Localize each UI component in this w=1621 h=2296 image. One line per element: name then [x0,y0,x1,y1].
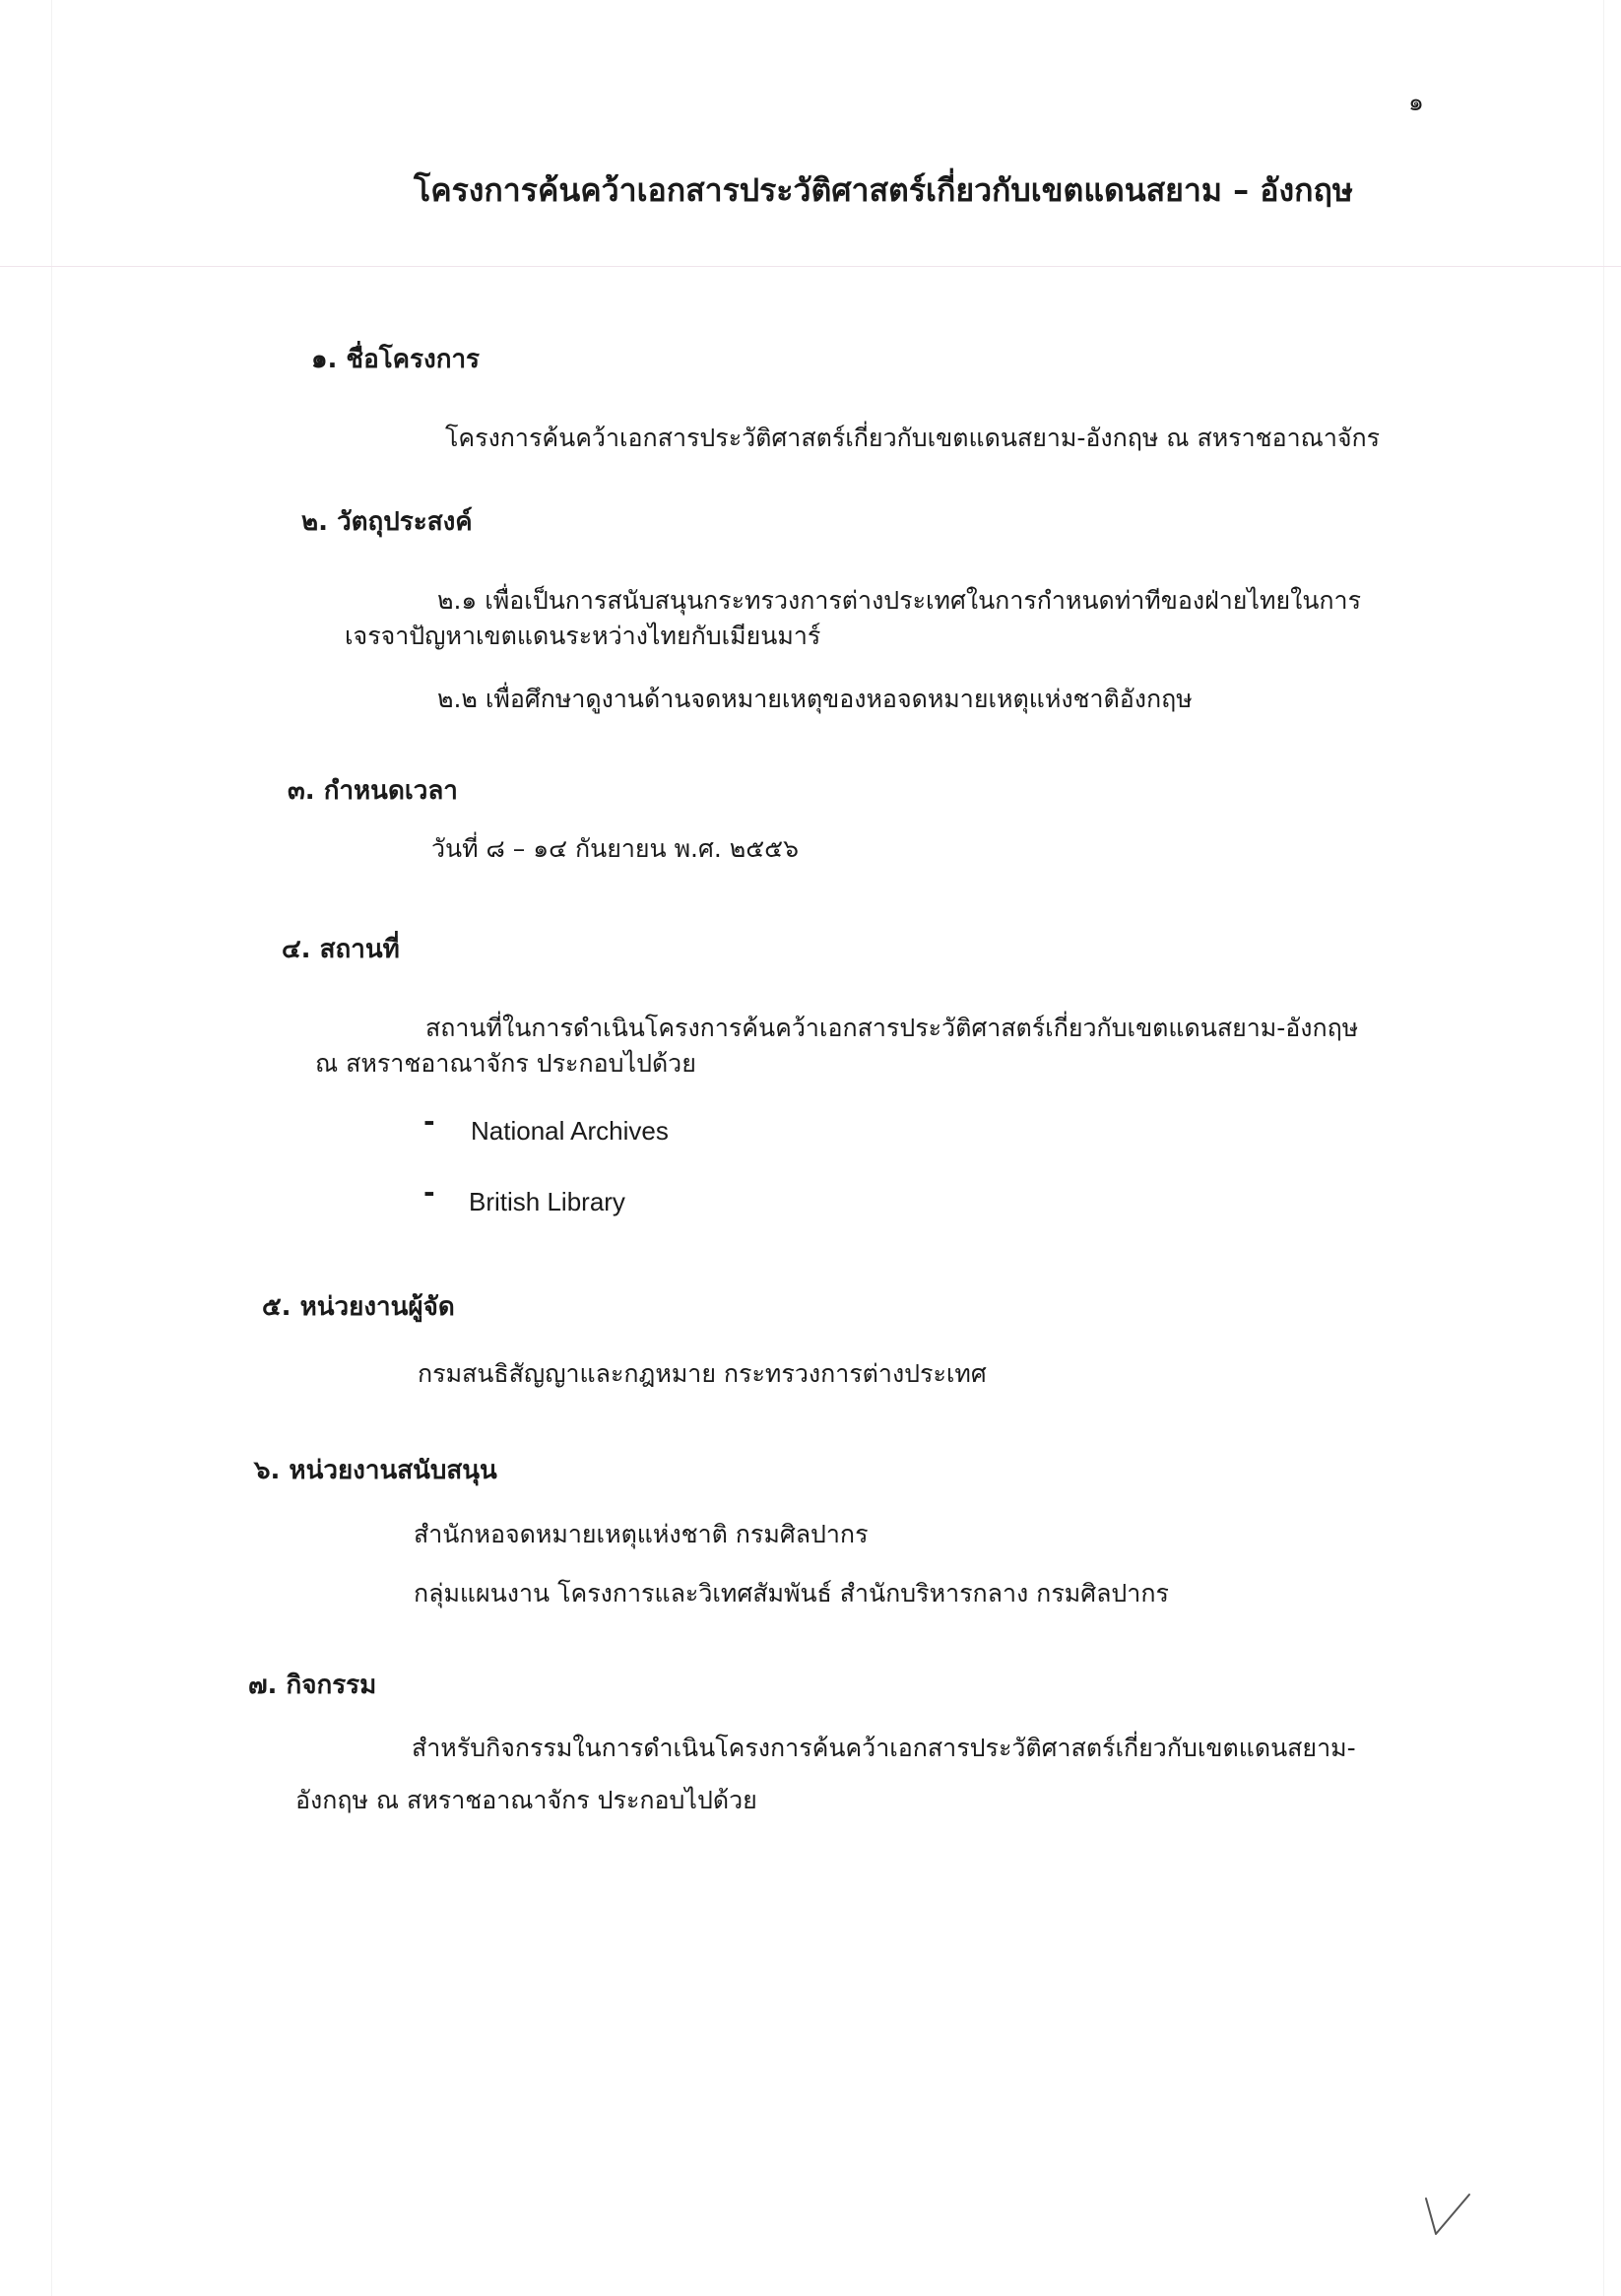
section-6-line-1: สำนักหอจดหมายเหตุแห่งชาติ กรมศิลปากร [414,1520,869,1548]
section-3-line-1: วันที่ ๘ – ๑๔ กันยายน พ.ศ. ๒๕๕๖ [431,834,799,863]
section-7-line-1: สำหรับกิจกรรมในการดำเนินโครงการค้นคว้าเอกสารประวัติศาสตร์เกี่ยวกับเขตแดนสยาม- [412,1734,1356,1762]
section-5-line-1: กรมสนธิสัญญาและกฎหมาย กระทรวงการต่างประเทศ [418,1359,987,1388]
section-2-line-2: เจรจาปัญหาเขตแดนระหว่างไทยกับเมียนมาร์ [345,622,821,650]
bullet-british-library: British Library [469,1187,625,1216]
handwritten-checkmark-icon [1418,2187,1477,2246]
section-7-heading: ๗. กิจกรรม [248,1671,377,1700]
left-margin-line [51,0,52,2296]
scan-divider-line [0,266,1621,267]
section-5-heading: ๕. หน่วยงานผู้จัด [262,1292,455,1322]
bullet-marker: - [423,1105,435,1138]
section-1-line-1: โครงการค้นคว้าเอกสารประวัติศาสตร์เกี่ยวกับเขตแดนสยาม-อังกฤษ ณ สหราชอาณาจักร [445,424,1381,452]
section-6-line-2: กลุ่มแผนงาน โครงการและวิเทศสัมพันธ์ สำนักบริหารกลาง กรมศิลปากร [414,1579,1169,1607]
page-number: ๑ [1408,88,1424,116]
bullet-national-archives: National Archives [471,1116,669,1146]
section-7-line-2: อังกฤษ ณ สหราชอาณาจักร ประกอบไปด้วย [295,1786,757,1814]
section-4-line-1: สถานที่ในการดำเนินโครงการค้นคว้าเอกสารประวัติศาสตร์เกี่ยวกับเขตแดนสยาม-อังกฤษ [425,1014,1359,1042]
right-margin-line [1603,0,1604,2296]
section-2-line-3: ๒.๒ เพื่อศึกษาดูงานด้านจดหมายเหตุของหอจดหมายเหตุแห่งชาติอังกฤษ [437,685,1193,713]
section-6-heading: ๖. หน่วยงานสนับสนุน [254,1456,497,1485]
section-2-heading: ๒. วัตถุประสงค์ [301,507,473,537]
section-3-heading: ๓. กำหนดเวลา [288,776,458,806]
section-4-heading: ๔. สถานที่ [282,935,400,964]
section-1-heading: ๑. ชื่อโครงการ [311,345,481,374]
document-title: โครงการค้นคว้าเอกสารประวัติศาสตร์เกี่ยวกับเขตแดนสยาม – อังกฤษ [414,171,1353,209]
bullet-marker: - [423,1176,435,1209]
section-2-line-1: ๒.๑ เพื่อเป็นการสนับสนุนกระทรวงการต่างประเทศในการกำหนดท่าทีของฝ่ายไทยในการ [437,586,1362,615]
section-4-line-2: ณ สหราชอาณาจักร ประกอบไปด้วย [315,1049,696,1078]
